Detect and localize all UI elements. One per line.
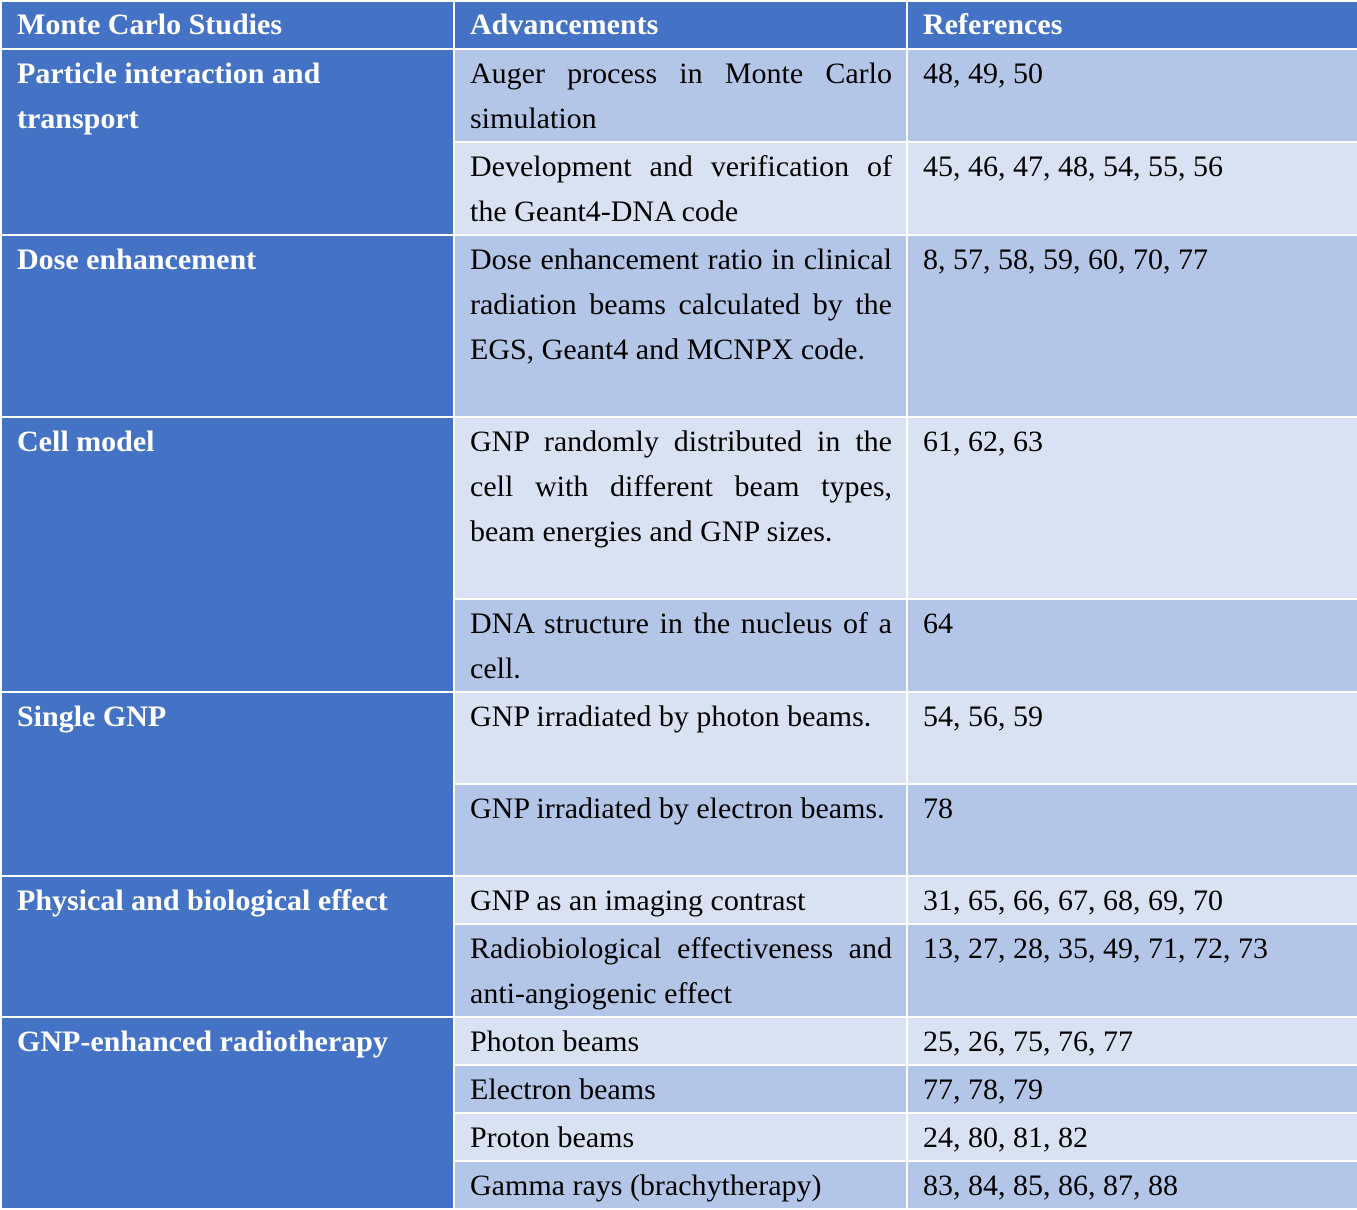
advancement-cell: Radiobiological effectiveness and anti-angiogenic effect (454, 924, 907, 1017)
table-row (1, 49, 1357, 142)
references-cell: 45, 46, 47, 48, 54, 55, 56 (907, 142, 1357, 235)
advancement-cell: GNP as an imaging contrast (454, 876, 907, 924)
references-cell: 54, 56, 59 (907, 692, 1357, 784)
advancement-cell: Photon beams (454, 1017, 907, 1065)
table-body (1, 49, 1357, 1209)
study-physical-biological-effect: Physical and biological effect (1, 876, 454, 1017)
table-row (1, 692, 1357, 784)
table-header (1, 1, 1357, 49)
advancement-cell: GNP irradiated by electron beams. (454, 784, 907, 876)
advancement-cell: Dose enhancement ratio in clinical radiation beams calculated by the EGS, Geant4 and MCNPX code. (454, 235, 907, 417)
advancement-cell: Proton beams (454, 1113, 907, 1161)
study-single-gnp: Single GNP (1, 692, 454, 876)
header-advancements: Advancements (454, 1, 907, 49)
references-cell: 78 (907, 784, 1357, 876)
header-studies: Monte Carlo Studies (1, 1, 454, 49)
advancement-cell: Development and verification of the Geant4-DNA code (454, 142, 907, 235)
table-row (1, 876, 1357, 924)
references-cell: 64 (907, 599, 1357, 692)
table-row (1, 235, 1357, 417)
references-cell: 48, 49, 50 (907, 49, 1357, 142)
references-cell: 25, 26, 75, 76, 77 (907, 1017, 1357, 1065)
advancement-cell: Gamma rays (brachytherapy) (454, 1161, 907, 1209)
references-cell: 8, 57, 58, 59, 60, 70, 77 (907, 235, 1357, 417)
references-cell: 83, 84, 85, 86, 87, 88 (907, 1161, 1357, 1209)
references-cell: 31, 65, 66, 67, 68, 69, 70 (907, 876, 1357, 924)
study-particle-interaction: Particle interaction and transport (1, 49, 454, 235)
advancement-cell: Electron beams (454, 1065, 907, 1113)
advancement-cell: DNA structure in the nucleus of a cell. (454, 599, 907, 692)
references-cell: 13, 27, 28, 35, 49, 71, 72, 73 (907, 924, 1357, 1017)
advancement-cell: GNP irradiated by photon beams. (454, 692, 907, 784)
header-row (1, 1, 1357, 49)
header-references: References (907, 1, 1357, 49)
study-dose-enhancement: Dose enhancement (1, 235, 454, 417)
study-cell-model: Cell model (1, 417, 454, 692)
references-cell: 24, 80, 81, 82 (907, 1113, 1357, 1161)
study-gnp-enhanced-radiotherapy: GNP-enhanced radiotherapy (1, 1017, 454, 1209)
references-cell: 77, 78, 79 (907, 1065, 1357, 1113)
table-row (1, 1017, 1357, 1065)
advancement-cell: Auger process in Monte Carlo simulation (454, 49, 907, 142)
references-cell: 61, 62, 63 (907, 417, 1357, 599)
advancement-cell: GNP randomly distributed in the cell with different beam types, beam energies and GNP sizes. (454, 417, 907, 599)
table-row (1, 417, 1357, 599)
